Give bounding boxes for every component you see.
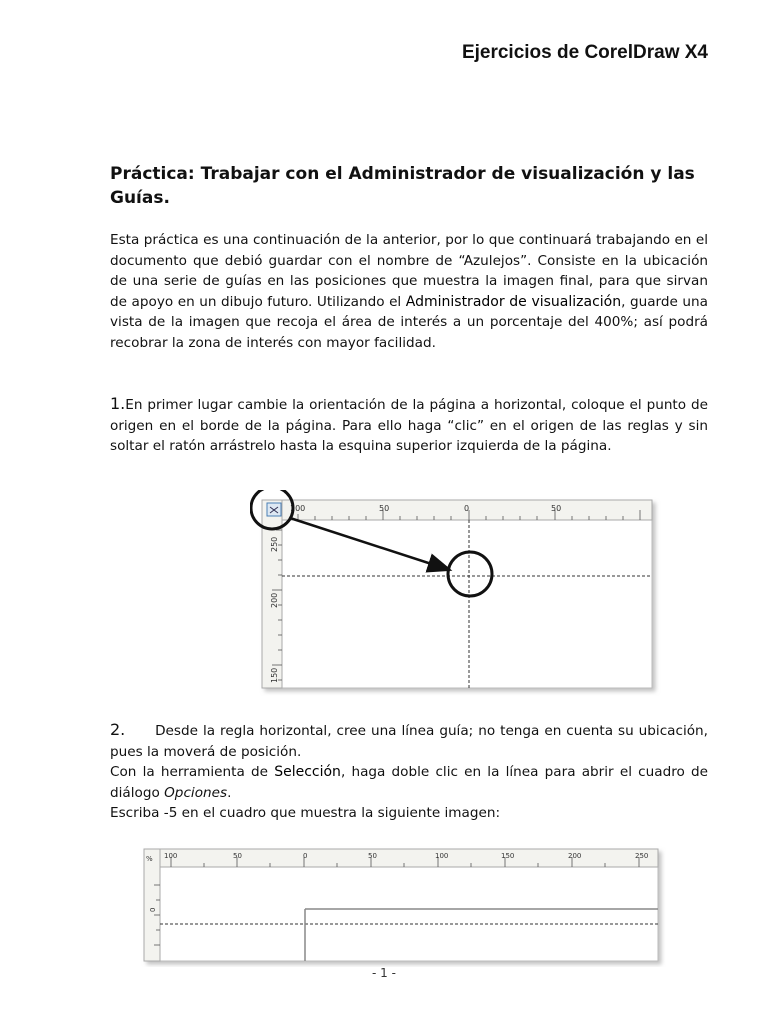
left-ruler-label: 200: [270, 592, 279, 608]
top-ruler-label: 200: [568, 852, 582, 860]
top-ruler-label: 250: [635, 852, 649, 860]
top-ruler-label: 50: [368, 852, 377, 860]
top-ruler-label: 0: [303, 852, 308, 860]
step-2-line-1: [110, 720, 708, 762]
left-ruler-label: 150: [270, 667, 279, 683]
step-2-text-2c: .: [227, 784, 232, 801]
step-2-line-2: [110, 762, 708, 803]
practice-title: Práctica: Trabajar con el Administrador de visualización y las Guías.: [110, 164, 695, 208]
options-dialog-term: Opciones: [164, 784, 228, 801]
ruler-unit-label: %: [146, 855, 153, 863]
document-header: Ejercicios de CorelDraw X4: [461, 42, 708, 63]
intro-text-2: , guarde una vista de la imagen que recoja el área de interés a un porcentaje del 400%; así podrá recobrar la zona de interés con mayor facilidad.: [110, 293, 708, 351]
step-1-number: 1.: [110, 394, 126, 413]
step-2-text-2b: , haga doble clic en la línea para abrir el cuadro de diálogo: [110, 764, 708, 801]
display-manager-term: Administrador de visualización: [405, 293, 622, 310]
step-2-line-3: Escriba -5 en el cuadro que muestra la siguiente imagen:: [110, 805, 501, 822]
top-ruler-label: 50: [379, 504, 390, 513]
step-2-number: 2.: [110, 720, 126, 739]
left-ruler-label: 250: [270, 536, 279, 552]
top-ruler-label: 100: [435, 852, 449, 860]
step-2-paragraph: [110, 720, 708, 824]
left-ruler[interactable]: [144, 849, 160, 961]
top-ruler-label: 100: [290, 504, 306, 513]
ruler-origin-icon[interactable]: [267, 503, 281, 516]
top-ruler-label: 0: [464, 504, 470, 513]
top-ruler-label: 50: [233, 852, 242, 860]
left-ruler-label: 0: [149, 907, 157, 912]
top-ruler-label: 150: [501, 852, 515, 860]
step-1-paragraph: [110, 394, 708, 457]
intro-text-1: Esta práctica es una continuación de la anterior, por lo que continuará trabajando en el documento que debió guardar con el nombre de “Azulejos”. Consiste en la ubicación de una serie de guías en las posiciones que muestra la imagen final, para que sirvan de apoyo en un dibujo futuro. Utilizando el: [110, 232, 708, 310]
figure-ruler-origin: [250, 490, 662, 696]
top-ruler-label: 50: [551, 504, 562, 513]
step-2-text-2a: Con la herramienta de: [110, 764, 275, 781]
step-1-text: En primer lugar cambie la orientación de la página a horizontal, coloque el punto de origen en el borde de la página. Para ello haga “clic” en el origen de las reglas y sin soltar el ratón arrástrelo hasta la esquina superior izquierda de la página.: [110, 397, 708, 455]
selection-tool-term: Selección: [274, 764, 341, 781]
intro-paragraph: [110, 230, 708, 354]
page-number: - 1 -: [372, 966, 396, 980]
step-2-text-1: Desde la regla horizontal, cree una línea guía; no tenga en cuenta su ubicación, pues la moverá de posición.: [110, 723, 708, 760]
top-ruler-label: 100: [164, 852, 178, 860]
top-ruler[interactable]: [262, 500, 652, 520]
figure-guide-position: [140, 845, 666, 967]
